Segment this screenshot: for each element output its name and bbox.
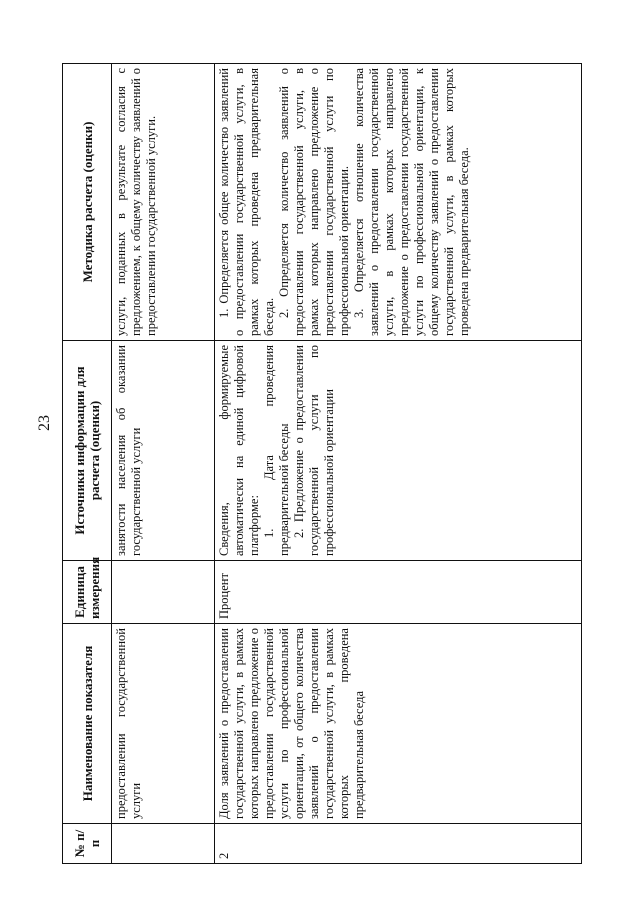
row2-name: Доля заявлений о предоставлении государственной услуги, в рамках которых направлено предложение о предоставлении государственной услуги по профессиональной ориентации, от общего количества заявлений о предоставлении государственной услуги, в рамках которых проведена предварительная беседа xyxy=(215,624,582,824)
page-number: 23 xyxy=(36,415,53,431)
row2-num: 2 xyxy=(215,824,582,864)
header-name: Наименование показателя xyxy=(63,624,112,824)
rotated-table-container xyxy=(62,64,582,864)
row2-source-intro: Сведения, формируемые автоматически на единой цифровой платформе: xyxy=(217,345,261,556)
row2-method xyxy=(215,64,582,341)
header-method: Методика расчета (оценки) xyxy=(63,64,112,341)
table-row xyxy=(112,64,215,864)
row2-method-item3: 3. Определяется отношение количества заявлений о предоставлении государственной услуги, в рамках которых направлено предложение о предоставлении государственной услуги по профессиональной ориентации, к общему количеству заявлений о предоставлении государственной услуги, в рамках которых проведена предварительная беседа. xyxy=(352,68,471,336)
header-unit: Единица измерения xyxy=(63,561,112,624)
table-header-row xyxy=(63,64,112,864)
row1-method: услуги, поданных в результате согласия с предложением, к общему количеству заявлений о предоставлении государственной услуги. xyxy=(112,64,215,341)
row2-source xyxy=(215,341,582,561)
header-num: № п/п xyxy=(63,824,112,864)
table-row xyxy=(215,64,582,864)
row2-method-item2: 2. Определяется количество заявлений о предоставлении государственной услуги, в рамках которых направлено предложение о предоставлении государственной услуги по профессиональной ориентации. xyxy=(277,68,351,336)
row1-unit xyxy=(112,561,215,624)
row1-source: занятости населения об оказании государственной услуги xyxy=(112,341,215,561)
header-source: Источники информации для расчета (оценки) xyxy=(63,341,112,561)
row2-unit: Процент xyxy=(215,561,582,624)
row2-source-item1: 1. Дата проведения предварительной беседы xyxy=(262,345,291,556)
row1-num xyxy=(112,824,215,864)
indicator-table xyxy=(62,63,582,864)
row2-source-item2: 2. Предложение о предоставлении государственной услуги по профессиональной ориентации xyxy=(292,345,336,556)
row2-method-item1: 1. Определяется общее количество заявлений о предоставлении государственной услуги, в рамках которых проведена предварительная беседа. xyxy=(217,68,276,336)
row1-name: предоставлении государственной услуги xyxy=(112,624,215,824)
